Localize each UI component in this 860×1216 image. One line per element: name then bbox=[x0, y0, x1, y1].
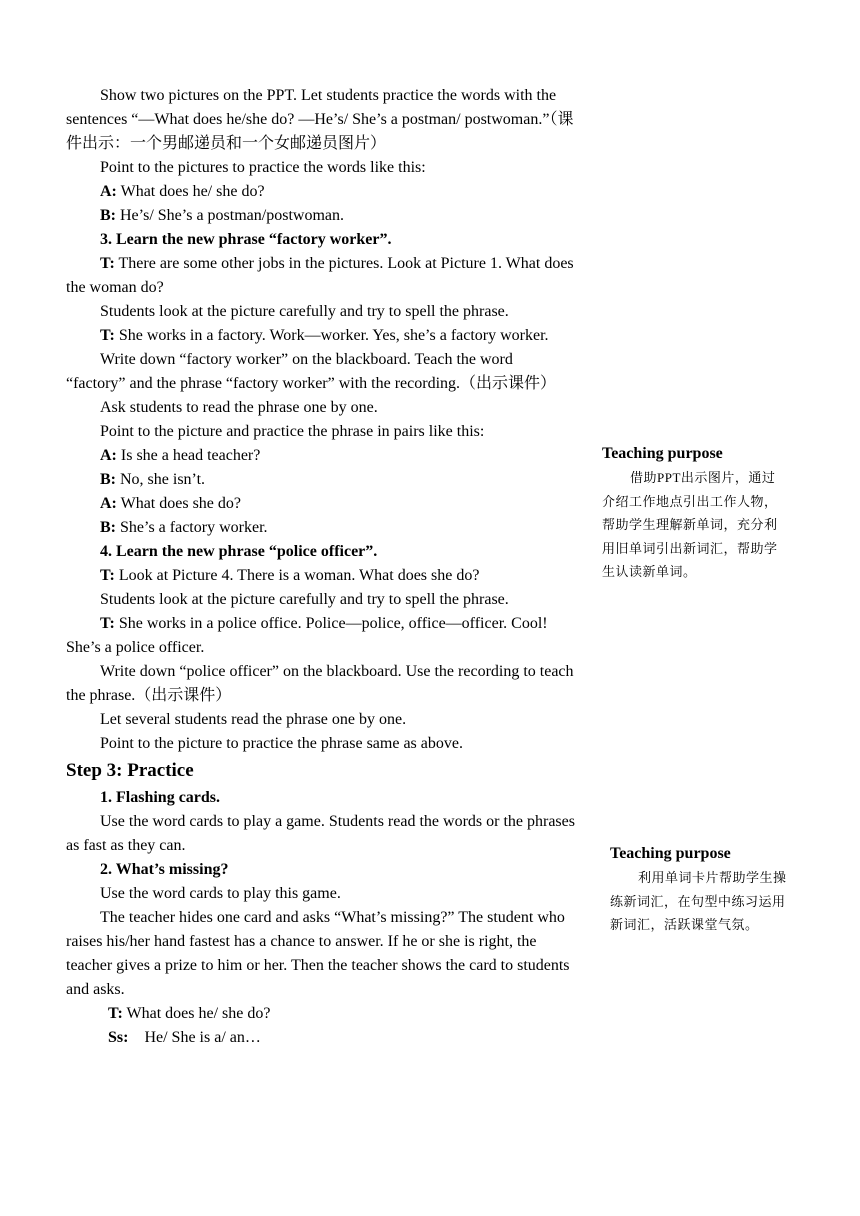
note-title: Teaching purpose bbox=[610, 845, 731, 862]
lesson-body bbox=[66, 84, 576, 1050]
dialogue-line bbox=[66, 612, 576, 660]
speaker: T: bbox=[108, 1005, 123, 1022]
line-text: What does he/ she do? bbox=[122, 1005, 271, 1022]
line-text: Look at Picture 4. There is a woman. What does she do? bbox=[114, 567, 480, 584]
speaker: T: bbox=[100, 255, 115, 272]
speaker: T: bbox=[100, 615, 115, 632]
paragraph: Show two pictures on the PPT. Let students practice the words with the sentences “—What does he/she do? —He’s/ She’s a postman/ postwoman.”（课件出示：一个男邮递员和一个女邮递员图片） bbox=[66, 87, 574, 152]
dialogue-line bbox=[66, 444, 576, 468]
dialogue-line bbox=[66, 564, 576, 588]
speaker: Ss: bbox=[108, 1029, 129, 1046]
line-text: She’s a factory worker. bbox=[116, 519, 268, 536]
paragraph: Ask students to read the phrase one by one. bbox=[100, 399, 378, 416]
line-text: No, she isn’t. bbox=[116, 471, 206, 488]
paragraph: Use the word cards to play this game. bbox=[100, 885, 341, 902]
dialogue-line bbox=[66, 324, 576, 348]
paragraph: Write down “police officer” on the blackboard. Use the recording to teach the phrase.（出示课件） bbox=[66, 663, 574, 704]
note-text: 利用单词卡片帮助学生操练新词汇，在句型中练习运用新词汇，活跃课堂气氛。 bbox=[610, 870, 787, 932]
dialogue-line bbox=[66, 204, 576, 228]
paragraph: Point to the picture to practice the phrase same as above. bbox=[100, 735, 463, 752]
section-heading: 1. Flashing cards. bbox=[100, 789, 221, 806]
line-text: What does she do? bbox=[116, 495, 242, 512]
speaker: B: bbox=[100, 207, 116, 224]
teaching-purpose-note bbox=[602, 442, 788, 584]
speaker: A: bbox=[100, 495, 117, 512]
speaker: B: bbox=[100, 519, 116, 536]
line-text: Is she a head teacher? bbox=[116, 447, 261, 464]
dialogue-line bbox=[66, 1002, 576, 1026]
section-heading: 3. Learn the new phrase “factory worker”. bbox=[100, 231, 392, 248]
paragraph: Use the word cards to play a game. Students read the words or the phrases as fast as they can. bbox=[66, 813, 575, 854]
line-text: He/ She is a/ an… bbox=[128, 1029, 261, 1046]
paragraph: Students look at the picture carefully and try to spell the phrase. bbox=[100, 591, 509, 608]
speaker: A: bbox=[100, 183, 117, 200]
dialogue-line bbox=[66, 252, 576, 300]
speaker: T: bbox=[100, 327, 115, 344]
line-text: He’s/ She’s a postman/postwoman. bbox=[116, 207, 344, 224]
paragraph: Write down “factory worker” on the blackboard. Teach the word “factory” and the phrase “factory worker” with the recording.（出示课件） bbox=[66, 351, 557, 392]
section-heading: 2. What’s missing? bbox=[100, 861, 229, 878]
dialogue-line bbox=[66, 1026, 576, 1050]
step-heading: Step 3: Practice bbox=[66, 760, 194, 781]
paragraph: Point to the picture and practice the phrase in pairs like this: bbox=[100, 423, 485, 440]
line-text: She works in a factory. Work—worker. Yes, she’s a factory worker. bbox=[114, 327, 549, 344]
paragraph: Students look at the picture carefully and try to spell the phrase. bbox=[100, 303, 509, 320]
speaker: T: bbox=[100, 567, 115, 584]
paragraph: The teacher hides one card and asks “What’s missing?” The student who raises his/her hand fastest has a chance to answer. If he or she is right, the teacher gives a prize to him or her. Then the teacher shows the card to students and asks. bbox=[66, 909, 570, 998]
line-text: There are some other jobs in the pictures. Look at Picture 1. What does the woman do? bbox=[66, 255, 574, 296]
speaker: B: bbox=[100, 471, 116, 488]
dialogue-line bbox=[66, 180, 576, 204]
teaching-purpose-note bbox=[610, 842, 790, 937]
paragraph: Point to the pictures to practice the words like this: bbox=[100, 159, 426, 176]
dialogue-line bbox=[66, 516, 576, 540]
line-text: She works in a police office. Police—police, office—officer. Cool! She’s a police officer. bbox=[66, 615, 548, 656]
note-text: 借助PPT出示图片，通过介绍工作地点引出工作人物，帮助学生理解新单词，充分利用旧单词引出新词汇，帮助学生认读新单词。 bbox=[602, 470, 778, 579]
note-title: Teaching purpose bbox=[602, 445, 723, 462]
line-text: What does he/ she do? bbox=[116, 183, 265, 200]
dialogue-line bbox=[66, 492, 576, 516]
section-heading: 4. Learn the new phrase “police officer”. bbox=[100, 543, 378, 560]
dialogue-line bbox=[66, 468, 576, 492]
speaker: A: bbox=[100, 447, 117, 464]
paragraph: Let several students read the phrase one by one. bbox=[100, 711, 407, 728]
